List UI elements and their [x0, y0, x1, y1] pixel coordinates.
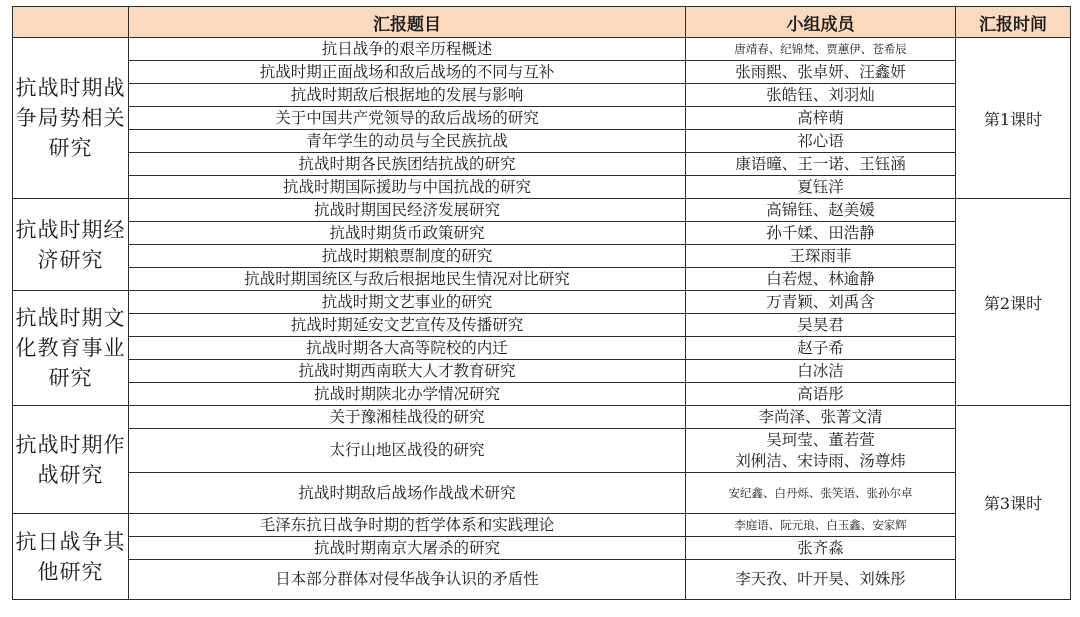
topic-cell: 抗战时期各大高等院校的内迁	[129, 337, 686, 360]
topic-cell: 青年学生的动员与全民族抗战	[129, 130, 686, 153]
category-cell: 抗战时期战争局势相关研究	[13, 38, 129, 199]
table-row	[13, 429, 1071, 473]
members-cell: 李尚泽、张菁文清	[686, 406, 956, 429]
topic-cell: 抗战时期正面战场和敌后战场的不同与互补	[129, 61, 686, 84]
header-members: 小组成员	[686, 7, 956, 38]
topic-cell: 抗战时期南京大屠杀的研究	[129, 537, 686, 560]
topic-cell: 抗战时期国统区与敌后根据地民生情况对比研究	[129, 268, 686, 291]
header-row	[13, 7, 1071, 38]
topic-cell: 太行山地区战役的研究	[129, 429, 686, 473]
topic-cell: 抗战时期各民族团结抗战的研究	[129, 153, 686, 176]
table-row	[13, 514, 1071, 537]
topic-cell: 抗战时期国际援助与中国抗战的研究	[129, 176, 686, 199]
table-row	[13, 153, 1071, 176]
table-row	[13, 360, 1071, 383]
members-cell: 高语彤	[686, 383, 956, 406]
members-cell: 祁心语	[686, 130, 956, 153]
table-row	[13, 176, 1071, 199]
schedule-table-container	[12, 6, 1071, 600]
header-topic: 汇报题目	[129, 7, 686, 38]
members-cell: 张皓钰、刘羽灿	[686, 84, 956, 107]
members-cell: 康语曈、王一诺、王钰涵	[686, 153, 956, 176]
table-row	[13, 245, 1071, 268]
topic-cell: 抗战时期西南联大人才教育研究	[129, 360, 686, 383]
topic-cell: 关于豫湘桂战役的研究	[129, 406, 686, 429]
topic-cell: 抗战时期文艺事业的研究	[129, 291, 686, 314]
members-cell: 李天孜、叶开昊、刘姝彤	[686, 560, 956, 600]
members-cell: 高锦钰、赵美媛	[686, 199, 956, 222]
members-cell: 李庭语、阮元琅、白玉鑫、安家辉	[686, 514, 956, 537]
table-row	[13, 314, 1071, 337]
table-row	[13, 560, 1071, 600]
topic-cell: 关于中国共产党领导的敌后战场的研究	[129, 107, 686, 130]
table-row	[13, 291, 1071, 314]
members-cell: 唐靖春、纪锦梵、贾蕙伊、苍希辰	[686, 38, 956, 61]
table-row	[13, 199, 1071, 222]
members-cell: 赵子希	[686, 337, 956, 360]
table-row	[13, 61, 1071, 84]
members-cell: 孙千媃、田浩静	[686, 222, 956, 245]
category-cell: 抗战时期作战研究	[13, 406, 129, 514]
members-cell: 夏钰洋	[686, 176, 956, 199]
topic-cell: 抗日战争的艰辛历程概述	[129, 38, 686, 61]
table-row	[13, 130, 1071, 153]
header-time: 汇报时间	[956, 7, 1071, 38]
topic-cell: 抗战时期敌后战场作战战术研究	[129, 473, 686, 514]
schedule-table	[12, 6, 1071, 600]
category-cell: 抗战时期文化教育事业研究	[13, 291, 129, 406]
topic-cell: 抗战时期国民经济发展研究	[129, 199, 686, 222]
time-cell: 第1课时	[956, 38, 1071, 199]
topic-cell: 抗战时期粮票制度的研究	[129, 245, 686, 268]
members-cell: 安纪鑫、白丹烁、张笑语、张孙尔卓	[686, 473, 956, 514]
header-category	[13, 7, 129, 38]
members-cell	[686, 429, 956, 473]
members-cell: 张雨熙、张卓妍、汪鑫妍	[686, 61, 956, 84]
table-row	[13, 406, 1071, 429]
topic-cell: 抗战时期敌后根据地的发展与影响	[129, 84, 686, 107]
table-row	[13, 222, 1071, 245]
table-row	[13, 107, 1071, 130]
members-cell: 白冰洁	[686, 360, 956, 383]
topic-cell: 毛泽东抗日战争时期的哲学体系和实践理论	[129, 514, 686, 537]
members-cell: 万青颖、刘禹含	[686, 291, 956, 314]
time-cell: 第3课时	[956, 406, 1071, 600]
members-cell: 高梓萌	[686, 107, 956, 130]
members-cell: 白若煜、林逾静	[686, 268, 956, 291]
category-cell: 抗日战争其他研究	[13, 514, 129, 600]
members-cell: 吴昊君	[686, 314, 956, 337]
table-row	[13, 337, 1071, 360]
members-line: 刘俐洁、宋诗雨、汤尊炜	[735, 451, 906, 470]
table-row	[13, 383, 1071, 406]
topic-cell: 抗战时期货币政策研究	[129, 222, 686, 245]
members-cell: 王琛雨菲	[686, 245, 956, 268]
table-row	[13, 268, 1071, 291]
table-row	[13, 473, 1071, 514]
table-row	[13, 537, 1071, 560]
topic-cell: 抗战时期陕北办学情况研究	[129, 383, 686, 406]
category-cell: 抗战时期经济研究	[13, 199, 129, 291]
topic-cell: 抗战时期延安文艺宣传及传播研究	[129, 314, 686, 337]
topic-cell: 日本部分群体对侵华战争认识的矛盾性	[129, 560, 686, 600]
members-line: 吴珂莹、董若萱	[766, 430, 875, 449]
time-cell: 第2课时	[956, 199, 1071, 406]
table-row	[13, 84, 1071, 107]
table-row	[13, 38, 1071, 61]
members-cell: 张齐淼	[686, 537, 956, 560]
